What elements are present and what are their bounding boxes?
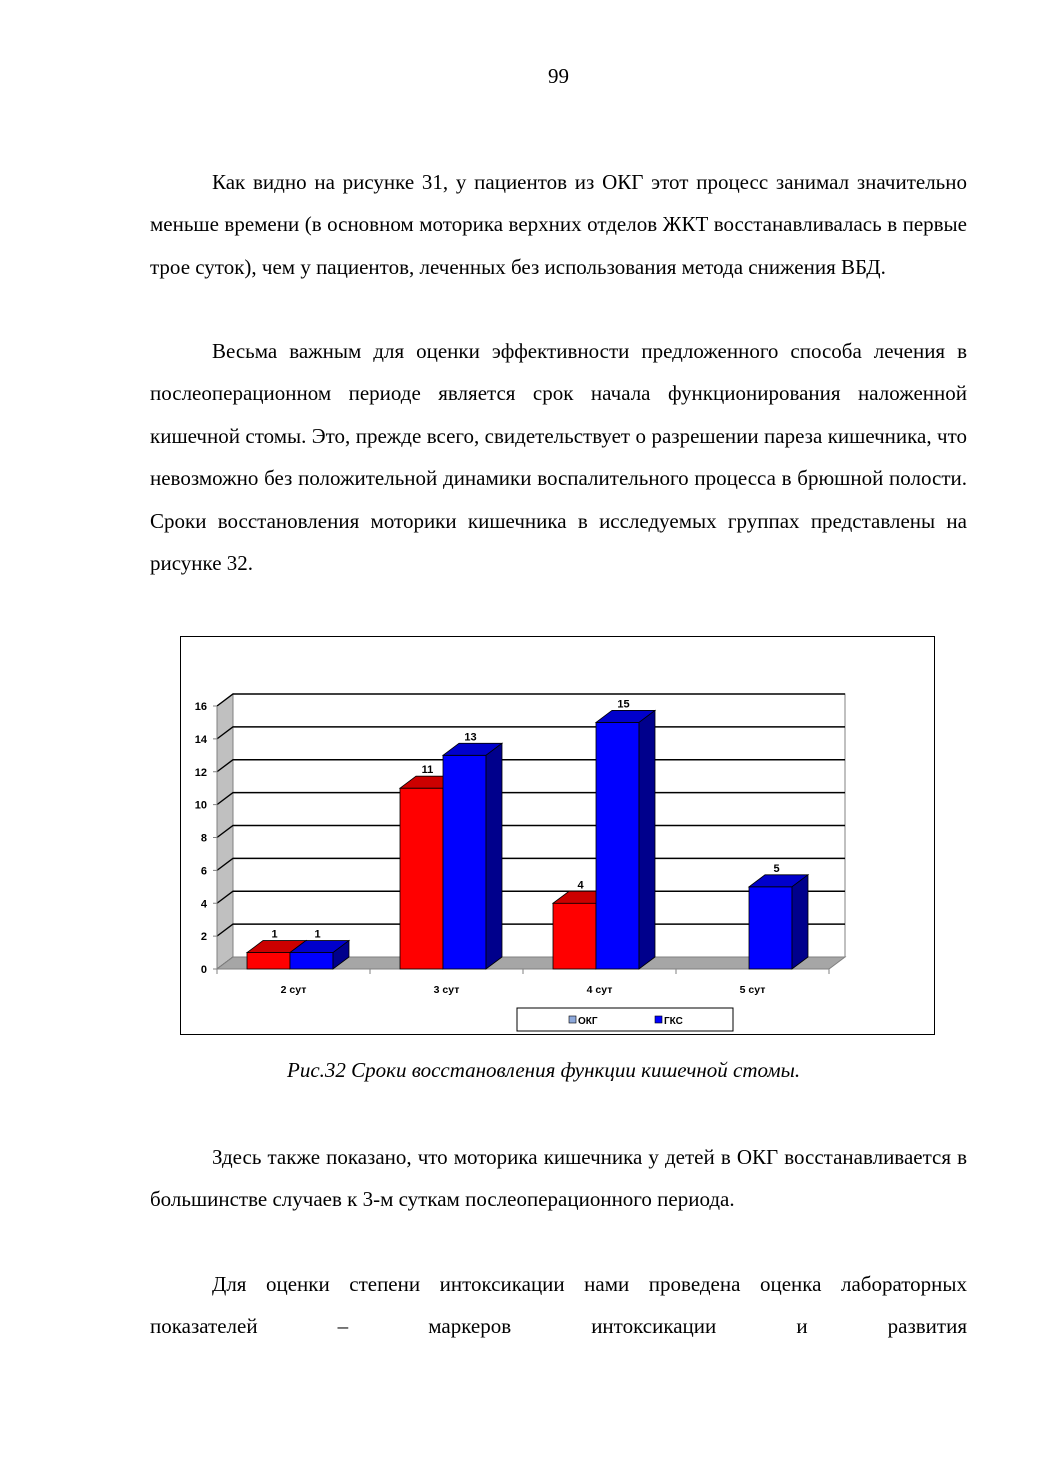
data-label: 1 <box>271 928 278 941</box>
data-label: 5 <box>773 862 780 875</box>
legend-box <box>517 1008 733 1031</box>
x-category-label: 3 сут <box>433 984 460 996</box>
paragraph-4-text: Для оценки степени интоксикации нами проведена оценка лабораторных показателей – маркеров интоксикации и развития <box>150 1272 967 1339</box>
y-tick-label: 12 <box>194 766 207 779</box>
bar-ГКС-2 сут <box>290 953 333 969</box>
paragraph-3-text: Здесь также показано, что моторика кишечника у детей в ОКГ восстанавливается в большинстве случаев к 3-м суткам послеоперационного периода. <box>150 1145 967 1212</box>
y-tick-label: 14 <box>194 733 207 746</box>
legend-swatch-ГКС <box>655 1016 662 1023</box>
bar-ОКГ-2 сут <box>247 953 290 969</box>
paragraph-3 <box>150 1136 967 1221</box>
bar-side <box>639 710 655 969</box>
legend-label: ОКГ <box>578 1016 598 1027</box>
figure-caption: Рис.32 Сроки восстановления функции кишечной стомы. <box>287 1058 801 1082</box>
bar-ОКГ-3 сут <box>400 788 443 969</box>
paragraph-2-text: Весьма важным для оценки эффективности предложенного способа лечения в послеоперационном периоде является срок начала функционирования наложенной кишечной стомы. Это, прежде всего, свидетельствует о разрешении пареза кишечника, что невозможно без положительной динамики воспалительного процесса в брюшной полости. Сроки восстановления моторики кишечника в исследуемых группах представлены на рисунке 32. <box>150 339 967 576</box>
y-tick-label: 8 <box>200 832 207 845</box>
legend-label: ГКС <box>664 1016 683 1027</box>
legend-swatch-ОКГ <box>569 1016 576 1023</box>
y-tick-label: 4 <box>200 898 207 911</box>
x-category-label: 5 сут <box>739 984 766 996</box>
y-tick-label: 16 <box>194 701 207 713</box>
bar-ГКС-5 сут <box>749 887 792 969</box>
chart-frame <box>180 636 935 1035</box>
data-label: 1 <box>314 928 321 941</box>
bar-side <box>486 743 502 969</box>
y-tick-label: 2 <box>200 931 207 944</box>
data-label: 15 <box>617 698 630 711</box>
bar-chart <box>181 637 936 1036</box>
data-label: 4 <box>577 879 584 892</box>
bar-ГКС-4 сут <box>596 722 639 969</box>
y-tick-label: 10 <box>194 799 207 812</box>
y-tick-label: 6 <box>200 865 207 878</box>
paragraph-4 <box>150 1263 967 1348</box>
page-number: 99 <box>548 64 569 88</box>
y-tick-label: 0 <box>200 964 207 976</box>
paragraph-2 <box>150 330 967 584</box>
x-category-label: 2 сут <box>280 984 307 996</box>
bar-ГКС-3 сут <box>443 755 486 969</box>
bar-side <box>792 875 808 969</box>
x-category-label: 4 сут <box>586 984 613 996</box>
data-label: 13 <box>464 731 477 744</box>
data-label: 11 <box>421 764 434 777</box>
paragraph-1-text: Как видно на рисунке 31, у пациентов из ОКГ этот процесс занимал значительно меньше времени (в основном моторика верхних отделов ЖКТ восстанавливалась в первые трое суток), чем у пациентов, леченных без использования метода снижения ВБД. <box>150 170 967 279</box>
bar-ОКГ-4 сут <box>553 903 596 969</box>
paragraph-1 <box>150 161 967 288</box>
